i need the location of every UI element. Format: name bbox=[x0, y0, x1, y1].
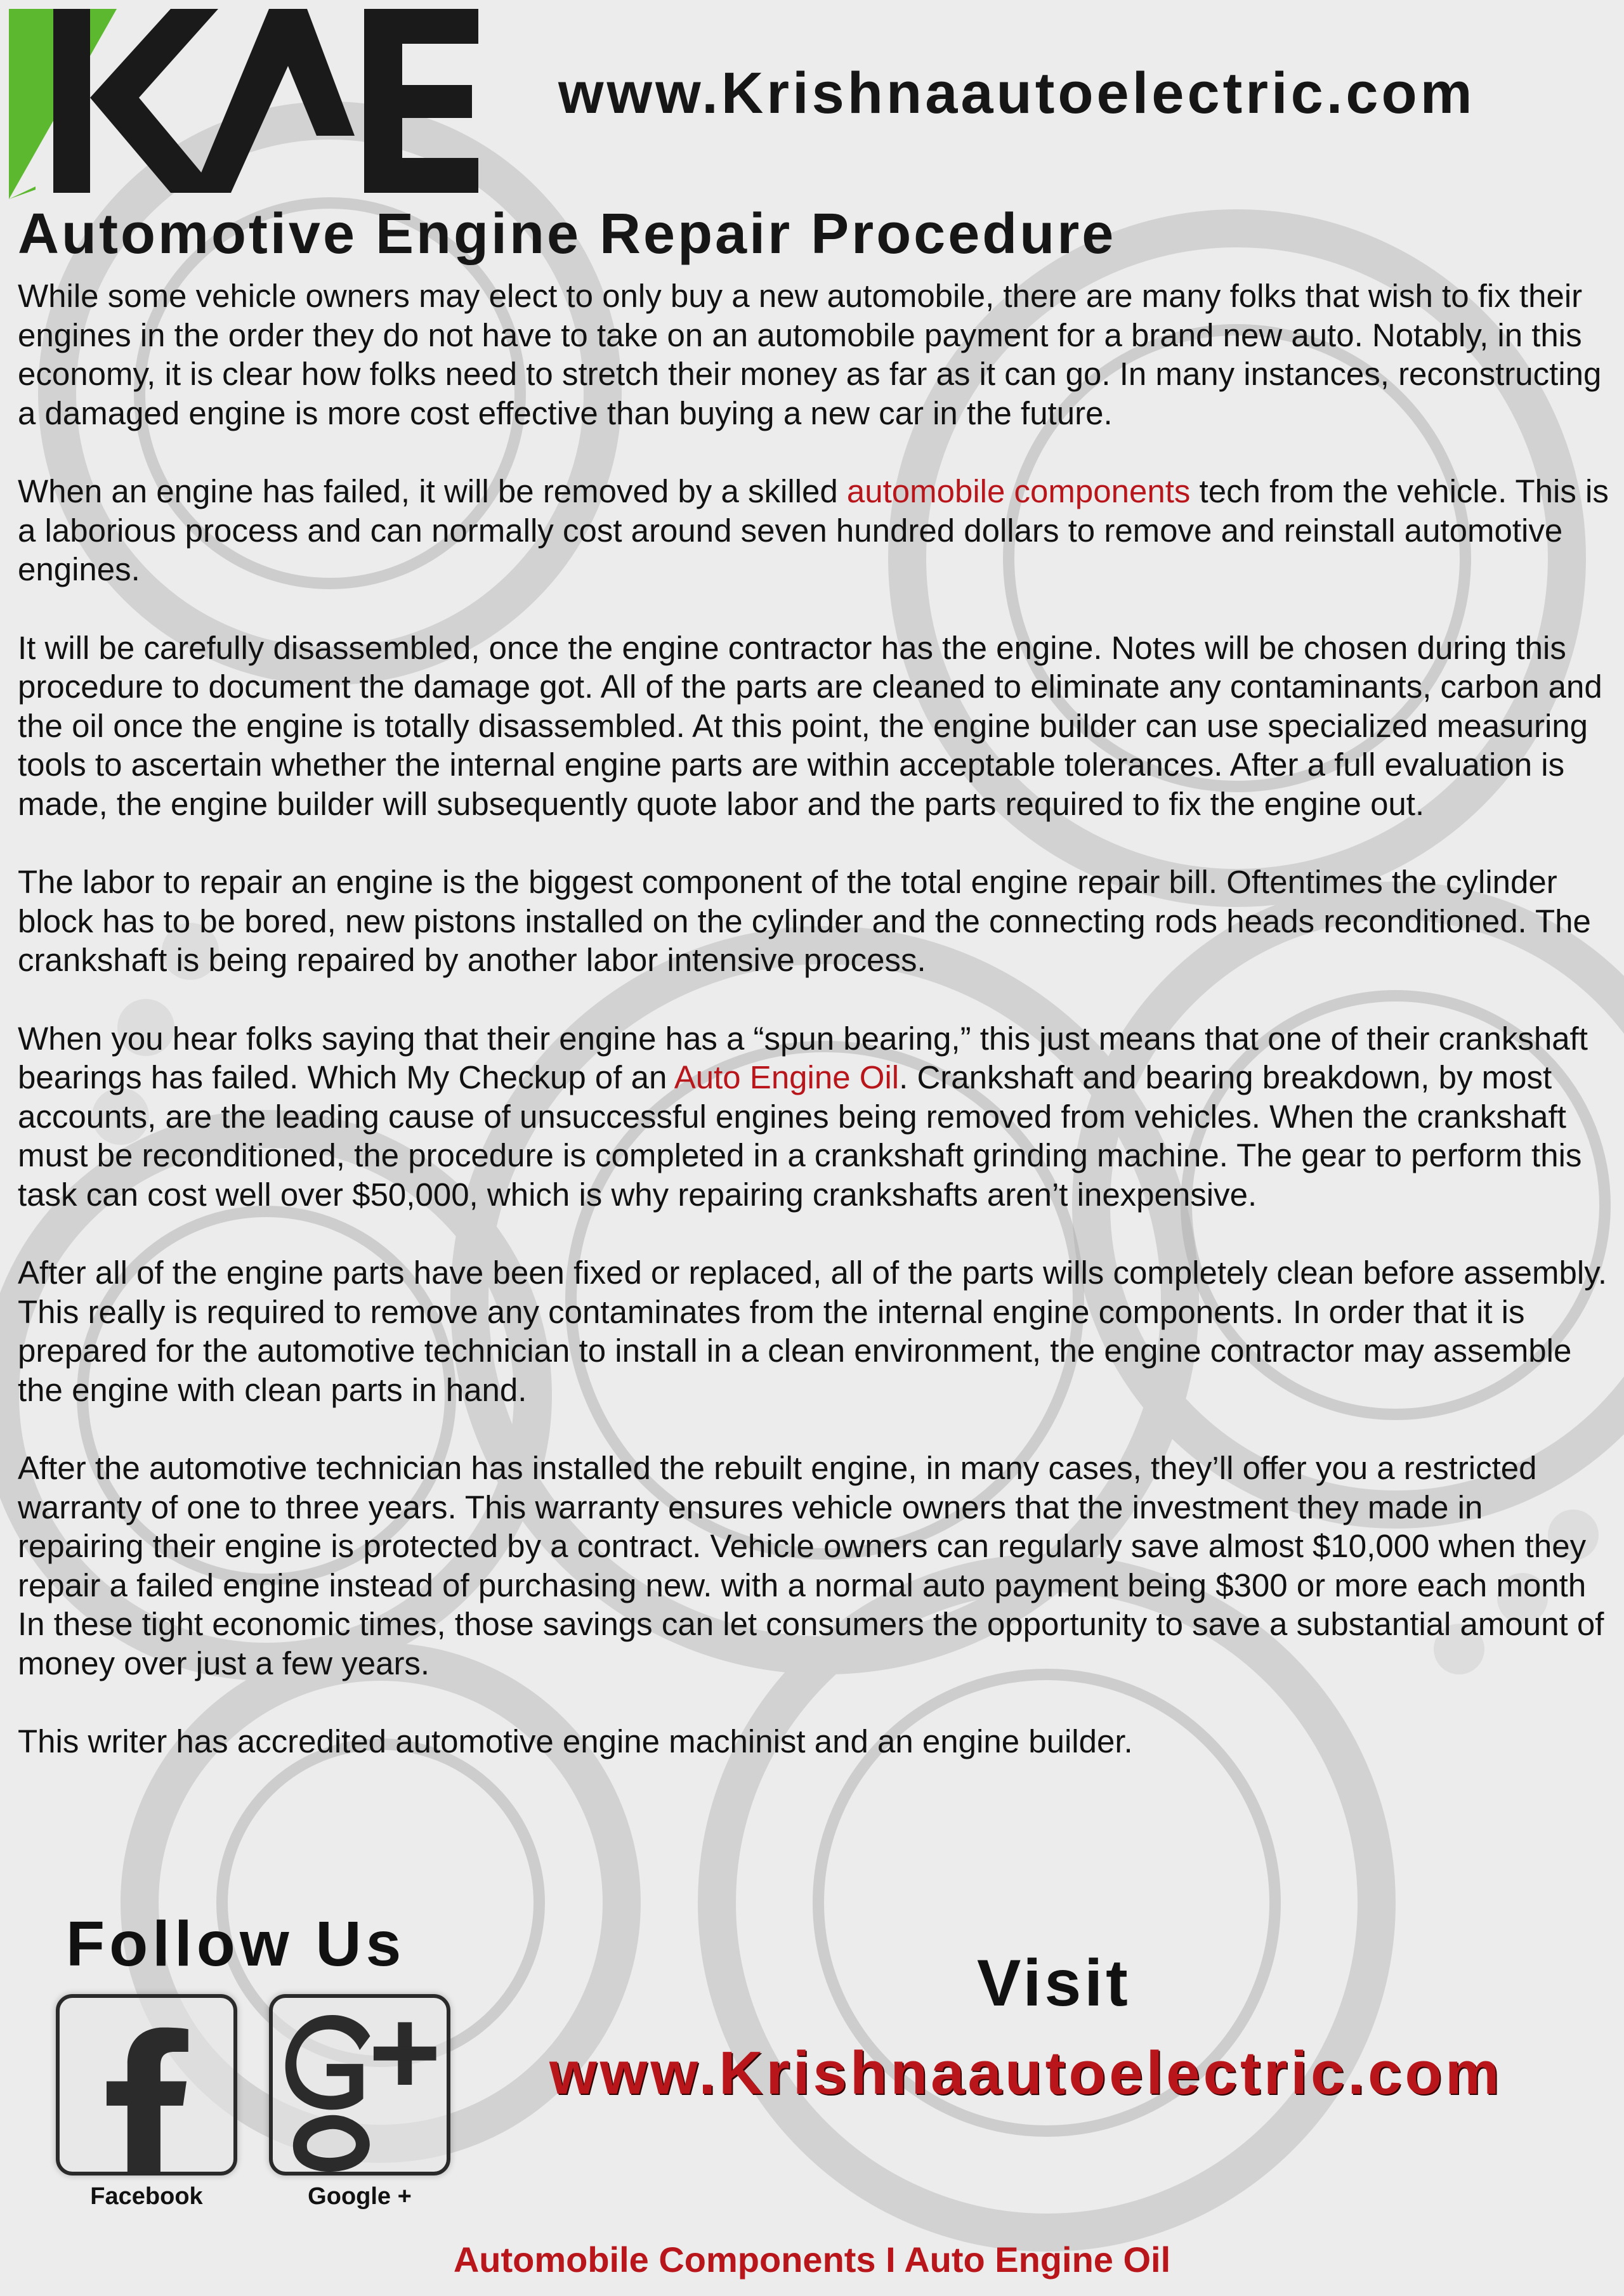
site-url-header[interactable]: www.Krishnaautoelectric.com bbox=[558, 61, 1476, 126]
paragraph-5-text-a: When you hear folks saying that their engine has a “spun bearing,” this just means that one of their crankshaft bearings has failed. Which My Checkup of an bbox=[18, 1020, 1588, 1095]
google-plus-label: Google + bbox=[308, 2183, 412, 2210]
paragraph-2-text-a: When an engine has failed, it will be removed by a skilled bbox=[18, 473, 847, 509]
follow-us-heading: Follow Us bbox=[66, 1908, 406, 1980]
facebook-label: Facebook bbox=[90, 2183, 203, 2210]
paragraph-2 bbox=[18, 472, 1616, 589]
paragraph-7: After the automotive technician has installed the rebuilt engine, in many cases, they’ll offer you a restricted warranty of one to three years. This warranty ensures vehicle owners that the investment they made in repairing their engine is protected by a contract. Vehicle owners can regularly save almost $10,000 when they repair a failed engine instead of purchasing new. with a normal auto payment being $300 or more each month In these tight economic times, those savings can let consumers the opportunity to save a substantial amount of money over just a few years. bbox=[18, 1450, 1604, 1681]
paragraph-1: While some vehicle owners may elect to only buy a new automobile, there are many folks that wish to fix their engines in the order they do not have to take on an automobile payment for a brand new auto. Notably, in this economy, it is clear how folks need to stretch their money as far as it can go. In many instances, reconstructing a damaged engine is more cost effective than buying a new car in the future. bbox=[18, 278, 1602, 431]
paragraph-5 bbox=[18, 1019, 1616, 1215]
paragraph-2-text-b: tech from the vehicle. This is a laborious process and can normally cost around seven hundred dollars to remove and reinstall automotive engines. bbox=[18, 473, 1609, 587]
kae-logo-mark bbox=[9, 9, 478, 199]
footer-automobile-components-link[interactable]: Automobile Components bbox=[453, 2240, 876, 2280]
visit-heading: Visit bbox=[977, 1947, 1131, 2020]
facebook-button[interactable] bbox=[56, 1994, 237, 2175]
google-plus-button[interactable] bbox=[269, 1994, 450, 2175]
facebook-icon bbox=[60, 1998, 233, 2172]
footer-links bbox=[0, 2239, 1624, 2280]
automobile-components-link[interactable]: automobile components bbox=[846, 473, 1191, 509]
article-body bbox=[18, 277, 1616, 1801]
article-title: Automotive Engine Repair Procedure bbox=[18, 202, 1116, 266]
paragraph-4: The labor to repair an engine is the biggest component of the total engine repair bill. Oftentimes the cylinder block has to be bored, new pistons installed on the cylinder and the connecting rods heads reconditioned. The crankshaft is being repaired by another labor intensive process. bbox=[18, 864, 1591, 978]
site-url-visit-link[interactable]: www.Krishnaautoelectric.com bbox=[549, 2039, 1503, 2107]
footer-auto-engine-oil-link[interactable]: Auto Engine Oil bbox=[904, 2240, 1171, 2280]
google-plus-icon bbox=[273, 1998, 447, 2172]
kae-logo[interactable] bbox=[9, 9, 478, 199]
auto-engine-oil-link[interactable]: Auto Engine Oil bbox=[674, 1059, 900, 1095]
paragraph-3: It will be carefully disassembled, once the engine contractor has the engine. Notes will be chosen during this procedure to document the damage got. All of the parts are cleaned to eliminate any contaminants, carbon and the oil once the engine is totally disassembled. At this point, the engine builder can use specialized measuring tools to ascertain whether the internal engine parts are within acceptable tolerances. After a full evaluation is made, the engine builder will subsequently quote labor and the parts required to fix the engine out. bbox=[18, 629, 1602, 822]
footer-separator: I bbox=[875, 2240, 905, 2280]
paragraph-8: This writer has accredited automotive engine machinist and an engine builder. bbox=[18, 1723, 1133, 1759]
paragraph-6: After all of the engine parts have been fixed or replaced, all of the parts wills completely clean before assembly. This really is required to remove any contaminates from the internal engine components. In order that it is prepared for the automotive technician to install in a clean environment, the engine contractor may assemble the engine with clean parts in hand. bbox=[18, 1255, 1608, 1408]
paragraph-5-text-b: . Crankshaft and bearing breakdown, by most accounts, are the leading cause of unsuccessful engines being removed from vehicles. When the crankshaft must be reconditioned, the procedure is completed in a crankshaft grinding machine. The gear to perform this task can cost well over $50,000, which is why repairing crankshafts aren’t inexpensive. bbox=[18, 1059, 1582, 1213]
